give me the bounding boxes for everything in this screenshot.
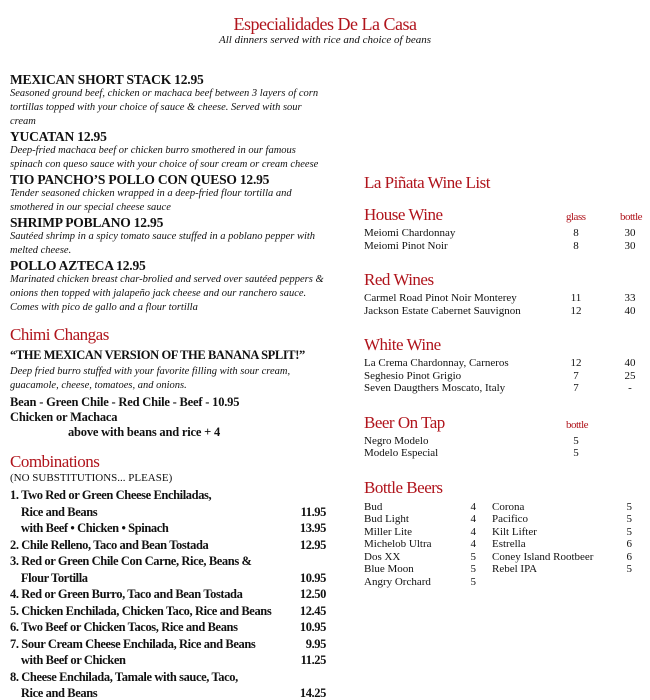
drink-bottle-price: 40 [624,357,636,369]
specialty-item [10,258,326,315]
bottle-beers-right [492,501,632,589]
bottle-label: bottle [620,211,643,223]
beer-row [492,563,632,576]
beer-name: Miller Lite [364,525,412,538]
beer-row [364,501,476,514]
combinations-list [10,487,326,700]
beer-row [364,526,476,539]
specialty-desc: Marinated chicken breast char-brolied and served over sautéed peppers & onions then topped with jalapeño jack cheese and our ranchero sauce. Comes with pico de gallo and a flour tortilla [10,274,324,313]
beer-price: 4 [470,500,476,513]
specialties-list [10,72,326,315]
drink-name: Meiomi Chardonnay [364,227,456,239]
combination-price: 13.95 [299,521,326,535]
drink-glass-price: 12 [570,357,582,369]
combination-row [10,685,326,700]
combination-row [10,537,326,554]
beer-price: 5 [470,563,476,575]
drink-row [364,227,644,240]
drink-bottle-price [618,447,642,460]
beer-on-tap-header [364,413,644,435]
combination-text: with Beef or Chicken [10,653,126,667]
red-wines-heading: Red Wines [364,270,434,289]
beer-row [364,576,476,589]
drink-bottle-price: 40 [624,304,636,317]
combination-row [10,669,326,686]
house-wine-section [364,205,644,252]
specialty-item [10,172,326,215]
specialty-name: POLLO AZTECA 12.95 [10,258,146,273]
combination-row [10,586,326,603]
bottle-beers-heading: Bottle Beers [364,477,443,497]
beer-price: 5 [626,500,632,513]
combination-price: 12.95 [299,537,326,552]
specialty-item [10,129,326,172]
combination-row [10,553,326,570]
page-title: Especialidades De La Casa [233,14,417,34]
drink-bottle-price: 33 [624,292,636,304]
beer-row [492,538,632,551]
combination-row [10,520,326,537]
drink-glass-price: 7 [573,382,579,394]
beer-name: Bud Light [364,513,409,525]
beer-row [492,513,632,526]
drink-row [364,435,644,448]
combination-text: with Beef • Chicken • Spinach [10,521,169,535]
drink-glass-price: 11 [570,292,582,304]
drink-glass-price: 5 [573,447,579,459]
combination-text: Rice and Beans [10,504,98,519]
drink-row [364,240,644,253]
beer-name: Michelob Ultra [364,538,432,550]
drink-name: La Crema Chardonnay, Carneros [364,357,509,369]
specialty-name: TIO PANCHO’S POLLO CON QUESO 12.95 [10,172,270,187]
beer-row [364,563,476,576]
beer-on-tap-section [364,413,644,460]
bottle-beers-columns [364,501,644,589]
white-wine-section [364,335,644,395]
beer-name: Pacifico [492,513,529,525]
drink-glass-price: 8 [573,227,579,239]
drink-glass-price: 12 [570,304,582,317]
specialty-item [10,72,326,129]
drink-row [364,305,644,318]
beer-on-tap-heading: Beer On Tap [364,412,445,432]
specialty-name: SHRIMP POBLANO 12.95 [10,215,164,230]
drink-name: Carmel Road Pinot Noir Monterey [364,292,517,304]
specialty-item [10,215,326,258]
beer-name: Estrella [492,538,526,550]
beer-row [364,551,476,564]
drink-glass-price: 8 [573,239,579,252]
chimi-tagline: “THE MEXICAN VERSION OF THE BANANA SPLIT!” [10,348,305,362]
drink-name: Modelo Especial [364,447,439,459]
combination-text: 3. Red or Green Chile Con Carne, Rice, Beans & [10,554,252,568]
house-wine-heading: House Wine [364,205,443,224]
glass-label: glass [566,211,586,223]
beer-name: Corona [492,500,525,513]
bottle-beers-left [364,501,476,589]
combination-text: Flour Tortilla [10,570,88,585]
drink-bottle-price: 30 [624,227,636,239]
chimi-section [10,348,326,440]
beer-price: 6 [626,538,632,550]
combination-row [10,603,326,620]
beer-name: Coney Island Rootbeer [492,550,594,563]
bottle-beers-section [364,478,644,589]
specialty-desc: Seasoned ground beef, chicken or machaca beef between 3 layers of corn tortillas topped with your choice of sauce & cheese. Served with sour cream [10,88,319,127]
drink-row [364,357,644,370]
combination-price: 9.95 [305,636,326,651]
combination-text: Rice and Beans [10,686,98,700]
combination-row [10,487,326,504]
drink-row [364,382,644,395]
beer-price: 5 [470,575,476,588]
drink-bottle-price: - [628,382,632,394]
combination-row [10,619,326,636]
beer-bottle-label: bottle [566,418,589,431]
combination-row [10,636,326,653]
beer-row [492,526,632,539]
red-wines-section [364,270,644,317]
house-wine-header [364,205,644,227]
combination-text: 6. Two Beef or Chicken Tacos, Rice and Beans [10,620,238,634]
specialty-name: YUCATAN 12.95 [10,129,107,144]
drink-row [364,370,644,383]
combinations-heading: Combinations [10,452,100,471]
specialty-desc: Tender seasoned chicken wrapped in a deep-fried flour tortilla and smothered in our special cheese sauce [10,188,292,213]
drink-glass-price: 7 [573,369,579,382]
page-subtitle: All dinners served with rice and choice of beans [218,34,431,46]
chimi-desc: Deep fried burro stuffed with your favorite filling with sour cream, guacamole, cheese, tomatoes, and onions. [10,366,291,391]
beer-row [364,538,476,551]
drink-glass-price: 5 [573,434,579,447]
combinations-note: (NO SUBSTITUTIONS... PLEASE) [10,472,173,484]
drink-bottle-price: 30 [624,239,636,252]
combination-text: 7. Sour Cream Cheese Enchilada, Rice and Beans [10,636,256,651]
specialty-name: MEXICAN SHORT STACK 12.95 [10,72,204,87]
combination-text: 2. Chile Relleno, Taco and Bean Tostada [10,537,209,552]
left-column [10,72,326,700]
white-wine-heading: White Wine [364,335,441,354]
combination-price: 12.45 [299,603,326,618]
combination-row [10,652,326,669]
beer-price: 5 [626,513,632,525]
beer-price: 4 [470,538,476,550]
beer-price: 4 [470,525,476,538]
beer-price: 6 [626,550,632,563]
combination-price: 11.25 [300,653,326,667]
beer-name: Angry Orchard [364,575,431,588]
beer-name: Rebel IPA [492,563,538,575]
combination-price: 12.50 [299,587,326,601]
beer-row [492,551,632,564]
chimi-line1: Bean - Green Chile - Red Chile - Beef - 10.95 [10,395,240,409]
specialty-desc: Deep-fried machaca beef or chicken burro smothered in our famous spinach con queso sauce with your choice of sour cream or cream cheese [10,145,319,170]
chimi-line3: above with beans and rice + 4 [68,425,221,439]
combination-price: 11.95 [300,504,326,519]
specialty-desc: Sautéed shrimp in a spicy tomato sauce stuffed in a poblano pepper with melted cheese. [10,231,316,256]
combination-row [10,570,326,587]
beer-name: Blue Moon [364,563,414,575]
combination-text: 5. Chicken Enchilada, Chicken Taco, Rice and Beans [10,603,272,618]
drink-row [364,292,644,305]
combination-price: 10.95 [299,620,326,634]
beer-price: 5 [470,550,476,563]
beer-price: 5 [626,563,632,575]
drink-name: Seven Daugthers Moscato, Italy [364,382,506,394]
beer-name: Bud [364,500,383,513]
beer-name: Kilt Lifter [492,525,537,538]
drink-name: Seghesio Pinot Grigio [364,369,462,382]
combination-price: 10.95 [299,570,326,585]
beer-row [492,501,632,514]
drink-name: Jackson Estate Cabernet Sauvignon [364,304,521,317]
beer-price: 5 [626,525,632,538]
drink-name: Meiomi Pinot Noir [364,239,448,252]
drink-row [364,447,644,460]
beer-name: Dos XX [364,550,401,563]
right-column [364,173,644,588]
combination-row [10,504,326,521]
drink-bottle-price [618,435,642,448]
beer-row [364,513,476,526]
combination-price: 14.25 [299,686,326,700]
chimi-heading: Chimi Changas [10,325,109,344]
wine-list-title: La Piñata Wine List [364,173,490,192]
combination-text: 8. Cheese Enchilada, Tamale with sauce, Taco, [10,669,238,684]
combination-text: 4. Red or Green Burro, Taco and Bean Tostada [10,587,243,601]
drink-name: Negro Modelo [364,434,429,447]
chimi-line2: Chicken or Machaca [10,410,118,424]
combination-text: 1. Two Red or Green Cheese Enchiladas, [10,488,212,502]
drink-bottle-price: 25 [624,369,636,382]
beer-price: 4 [470,513,476,525]
